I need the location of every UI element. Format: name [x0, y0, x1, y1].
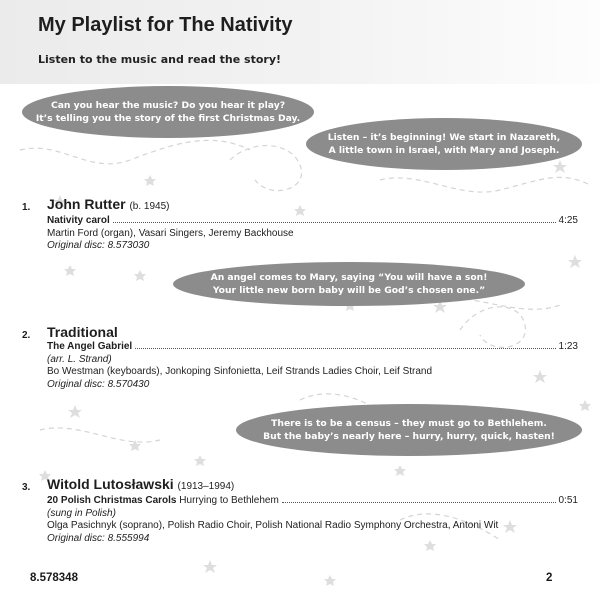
story-line: Listen – it’s beginning! We start in Nazareth,	[327, 132, 561, 143]
movement-title: Hurrying to Bethlehem	[179, 495, 279, 506]
dot-leader	[282, 502, 556, 503]
story-line: An angel comes to Mary, saying “You will have a son!	[210, 272, 488, 283]
track-duration: 0:51	[558, 495, 578, 506]
work-line	[47, 495, 578, 508]
story-bubble-3	[173, 262, 525, 306]
track-duration: 1:23	[558, 341, 578, 352]
track-entry-3	[22, 476, 578, 545]
header-band	[0, 0, 600, 84]
story-line: It’s telling you the story of the first Christmas Day.	[35, 113, 301, 124]
composer-label: John Rutter	[47, 196, 126, 212]
story-line: There is to be a census – they must go to Bethlehem.	[271, 418, 547, 429]
dot-leader	[113, 222, 556, 223]
original-disc: Original disc: 8.555994	[47, 532, 150, 544]
track-duration: 4:25	[558, 215, 578, 226]
composer-years: (b. 1945)	[129, 201, 170, 212]
story-line: Your little new born baby will be God’s chosen one.”	[212, 285, 486, 296]
work-line	[47, 215, 578, 228]
work-line	[47, 341, 578, 354]
arrangement-note: (arr. L. Strand)	[47, 353, 112, 365]
track-entry-2	[22, 324, 578, 391]
track-entry-1	[22, 196, 578, 253]
catalogue-number: 8.578348	[30, 572, 78, 584]
performers: Martin Ford (organ), Vasari Singers, Jeremy Backhouse	[47, 227, 294, 239]
track-number: 1.	[22, 202, 31, 213]
performers: Bo Westman (keyboards), Jonkoping Sinfonietta, Leif Strands Ladies Choir, Leif Strand	[47, 366, 433, 377]
original-disc: Original disc: 8.570430	[47, 378, 150, 390]
story-line: A little town in Israel, with Mary and Joseph.	[328, 145, 560, 156]
original-disc: Original disc: 8.573030	[47, 240, 150, 251]
story-bubble-2	[306, 118, 582, 170]
page-number: 2	[546, 572, 553, 584]
page-title: My Playlist for The Nativity	[38, 14, 293, 36]
story-line: But the baby’s nearly here – hurry, hurry, quick, hasten!	[263, 431, 555, 442]
work-title: 20 Polish Christmas Carols	[47, 495, 177, 506]
composer-name	[47, 196, 578, 215]
page-subtitle: Listen to the music and read the story!	[38, 53, 282, 66]
track-number: 2.	[22, 330, 31, 341]
composer-name: Traditional	[47, 324, 118, 340]
composer-name	[47, 476, 578, 495]
story-bubble-1	[22, 86, 314, 138]
performers: Olga Pasichnyk (soprano), Polish Radio Choir, Polish National Radio Symphony Orchestra, Antoni Wit	[47, 520, 499, 531]
work-title: Nativity carol	[47, 215, 110, 226]
story-bubble-4	[236, 404, 582, 456]
work-title: The Angel Gabriel	[47, 341, 133, 352]
dot-leader	[135, 348, 555, 349]
composer-years: (1913–1994)	[177, 481, 235, 492]
story-line: Can you hear the music? Do you hear it play?	[50, 100, 286, 111]
track-number: 3.	[22, 482, 31, 493]
language-note: (sung in Polish)	[47, 507, 116, 519]
composer-label: Witold Lutosławski	[47, 476, 174, 492]
